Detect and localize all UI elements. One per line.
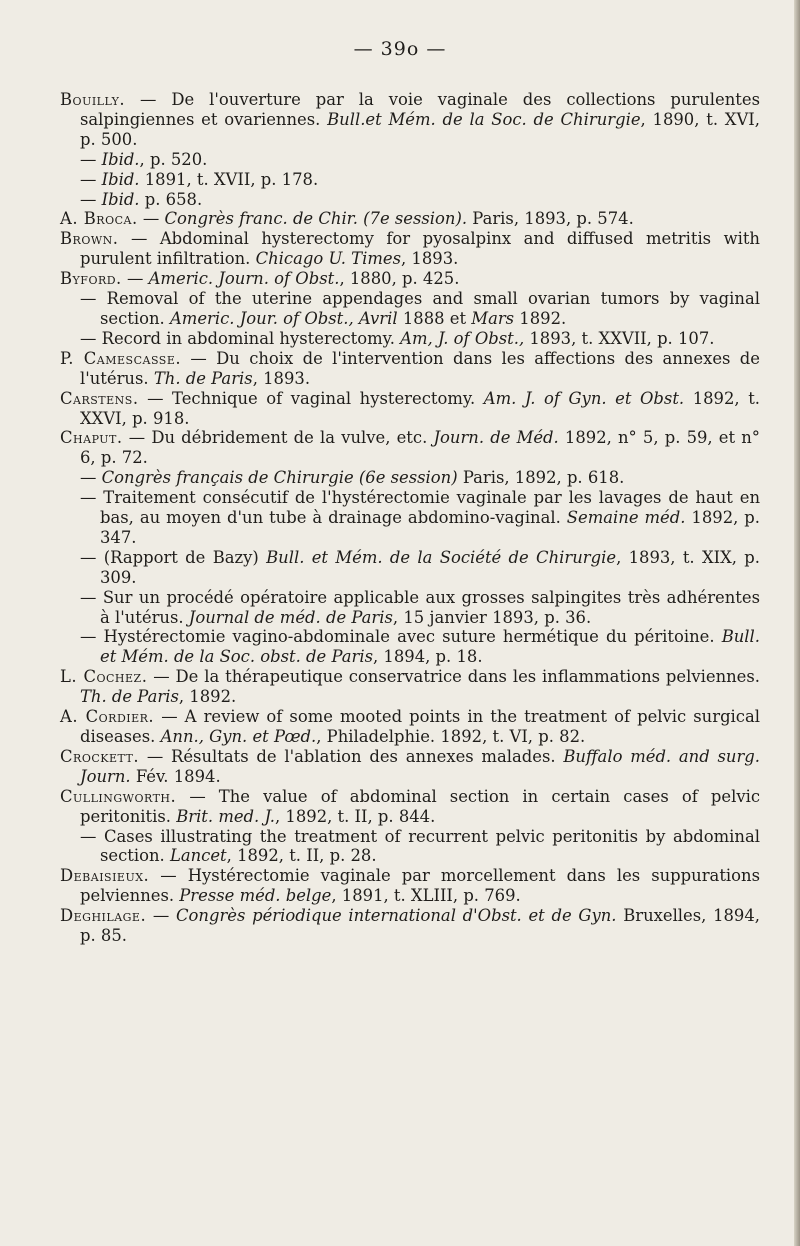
entry-text: — bbox=[146, 906, 176, 926]
bibliography-entry bbox=[60, 229, 760, 269]
entry-author: P. Camescasse. bbox=[60, 348, 182, 368]
entry-author: Byford. bbox=[60, 269, 122, 289]
entry-text: — Technique of vaginal hysterectomy. bbox=[138, 388, 484, 408]
entry-text: — Record in abdominal hysterectomy. bbox=[80, 328, 401, 348]
entry-author: Cullingworth. bbox=[60, 786, 177, 806]
entry-text: 1891, t. XVII, p. 178. bbox=[139, 169, 319, 189]
entry-text: — Résultats de l'ablation des annexes malades. bbox=[139, 746, 564, 766]
entry-text: Fév. 1894. bbox=[130, 766, 221, 786]
page-number: — 39o — bbox=[353, 38, 447, 60]
entry-source: Bull.et Mém. de la Soc. de Chirurgie bbox=[327, 109, 641, 129]
entry-source: Bull. et Mém. de la Soc. obst. de Paris bbox=[100, 627, 760, 667]
entry-text: — Du choix de l'intervention dans les affections des annexes de l'utérus. bbox=[80, 348, 760, 388]
entry-text: , 1893. bbox=[252, 368, 311, 388]
entry-source: Journ. de Méd. bbox=[433, 428, 559, 448]
entry-author: Bouilly. bbox=[60, 90, 126, 109]
entry-source: Ibid. bbox=[101, 149, 140, 169]
entry-text: — bbox=[80, 149, 102, 169]
entry-author: Deghilage. bbox=[60, 906, 147, 926]
bibliography-entry bbox=[60, 389, 760, 429]
entry-source: Chicago U. Times bbox=[255, 249, 401, 269]
entry-text: 1892, t. XXVI, p. 918. bbox=[80, 388, 760, 428]
entry-text: Paris, 1893, p. 574. bbox=[467, 209, 634, 229]
entry-text: — De la thérapeutique conservatrice dans les inflammations pelviennes. bbox=[147, 667, 761, 687]
entry-text: — Sur un procédé opératoire applicable aux grosses salpingites très adhérentes à l'utérus. bbox=[80, 587, 760, 627]
entry-text: — A review of some mooted points in the treatment of pelvic surgical diseases. bbox=[80, 707, 760, 746]
entry-text: 1892, p. 347. bbox=[100, 508, 760, 547]
entry-text: , p. 520. bbox=[139, 149, 208, 169]
entry-text: , 1880, p. 425. bbox=[339, 269, 460, 289]
entry-text: p. 658. bbox=[139, 189, 203, 209]
entry-source: Semaine méd. bbox=[566, 508, 686, 528]
entry-text: , 1890, t. XVI, p. 500. bbox=[80, 109, 760, 149]
bibliography-entry bbox=[60, 866, 760, 906]
bibliography-entry bbox=[80, 170, 760, 190]
entry-source: Th. de Paris bbox=[80, 687, 179, 707]
entry-text: — bbox=[80, 169, 102, 189]
entry-text: — De l'ouverture par la voie vaginale des collections purulentes salpingiennes et ovariennes. bbox=[80, 90, 760, 129]
entry-source: Th. de Paris bbox=[153, 368, 253, 388]
entry-text: , Philadelphie. 1892, t. VI, p. 82. bbox=[316, 727, 586, 746]
entry-source: Mars bbox=[471, 308, 515, 328]
entry-text: — bbox=[80, 189, 102, 209]
entry-source: Congrès français de Chirurgie (6e session) bbox=[101, 468, 458, 488]
entry-author: Chaput. bbox=[60, 428, 123, 448]
bibliography-entry bbox=[80, 468, 760, 488]
entry-author: Debaisieux. bbox=[60, 866, 150, 886]
entry-text: 1893, t. XXVII, p. 107. bbox=[524, 328, 715, 348]
entry-source: Journal de méd. de Paris bbox=[188, 607, 393, 627]
entry-source: Am. J. of Gyn. et Obst. bbox=[483, 388, 685, 408]
entry-author: A. Broca. bbox=[60, 209, 138, 229]
bibliography-entry bbox=[80, 190, 760, 210]
bibliography-entry bbox=[80, 488, 760, 548]
entry-text: , 1892. bbox=[178, 687, 237, 707]
bibliography-entry bbox=[60, 428, 760, 468]
entry-text: , 1892, t. II, p. 844. bbox=[274, 806, 436, 826]
entry-text: — bbox=[137, 209, 165, 229]
entry-author: L. Cochez. bbox=[60, 667, 148, 687]
bibliography-entry bbox=[80, 627, 760, 667]
entry-source: Congrès périodique international d'Obst. et de Gyn. bbox=[175, 906, 617, 926]
entry-text: 1892. bbox=[514, 308, 567, 328]
bibliography-entry bbox=[60, 90, 760, 150]
bibliography-entry bbox=[60, 707, 760, 747]
entry-text: — Hystérectomie vagino-abdominale avec suture hermétique du péritoine. bbox=[80, 627, 722, 647]
bibliography-entry bbox=[60, 906, 760, 946]
entry-text: — (Rapport de Bazy) bbox=[80, 547, 267, 567]
entry-text: 1888 et bbox=[397, 308, 472, 328]
entry-text: , 1894, p. 18. bbox=[373, 647, 483, 667]
entry-text: , 15 janvier 1893, p. 36. bbox=[392, 607, 592, 627]
entry-author: Crockett. bbox=[60, 746, 140, 766]
entry-text: , 1893. bbox=[401, 249, 459, 269]
bibliography-entry bbox=[80, 588, 760, 628]
entry-source: Am, J. of Obst., bbox=[400, 328, 525, 348]
entry-author: Brown. bbox=[60, 229, 119, 249]
entry-source: Bull. et Mém. de la Société de Chirurgie bbox=[266, 547, 617, 567]
entry-text: , 1891, t. XLIII, p. 769. bbox=[331, 886, 521, 906]
entry-source: Americ. Jour. of Obst., Avril bbox=[169, 308, 398, 328]
entry-source: Americ. Journ. of Obst. bbox=[148, 269, 340, 289]
entry-text: , 1893, t. XIX, p. 309. bbox=[100, 547, 760, 587]
entry-text: — Traitement consécutif de l'hystérectomie vaginale par les lavages de haut en bas, au moyen d'un tube à drainage abdomino-vaginal. bbox=[80, 488, 760, 528]
bibliography-entry bbox=[60, 667, 760, 707]
page-edge-shadow bbox=[794, 0, 800, 1246]
entry-text: — Abdominal hysterectomy for pyosalpinx and diffused metritis with purulent infiltration. bbox=[80, 229, 760, 269]
entry-source: Brit. med. J. bbox=[176, 806, 275, 826]
bibliography-list bbox=[60, 90, 760, 946]
bibliography-entry bbox=[60, 269, 760, 289]
bibliography-entry bbox=[80, 548, 760, 588]
entry-source: Ann., Gyn. et Pœd. bbox=[160, 727, 317, 746]
bibliography-entry bbox=[80, 150, 760, 170]
entry-text: — Cases illustrating the treatment of recurrent pelvic peritonitis by abdominal section. bbox=[80, 826, 760, 866]
entry-text: Bruxelles, 1894, p. 85. bbox=[80, 906, 761, 946]
entry-source: Ibid. bbox=[101, 189, 140, 209]
bibliography-entry bbox=[60, 349, 760, 389]
entry-source: Lancet bbox=[169, 846, 227, 866]
bibliography-entry bbox=[60, 747, 760, 787]
entry-text: — Du débridement de la vulve, etc. bbox=[122, 428, 434, 448]
entry-source: Buffalo méd. and surg. Journ. bbox=[80, 746, 760, 786]
entry-text: 1892, n° 5, p. 59, et n° 6, p. 72. bbox=[80, 428, 760, 468]
entry-text: — bbox=[80, 468, 102, 488]
entry-text: — Hystérectomie vaginale par morcellement dans les suppurations pelviennes. bbox=[80, 866, 760, 906]
bibliography-entry bbox=[80, 329, 760, 349]
entry-text: — bbox=[121, 269, 149, 289]
bibliography-entry bbox=[60, 209, 760, 229]
entry-text: , 1892, t. II, p. 28. bbox=[226, 846, 377, 866]
entry-author: A. Cordier. bbox=[60, 707, 155, 727]
bibliography-entry bbox=[80, 289, 760, 329]
bibliography-entry bbox=[80, 827, 760, 867]
entry-source: Congrès franc. de Chir. (7e session). bbox=[164, 209, 468, 229]
entry-text: — Removal of the uterine appendages and small ovarian tumors by vaginal section. bbox=[80, 289, 760, 328]
entry-text: — The value of abdominal section in certain cases of pelvic peritonitis. bbox=[80, 786, 760, 826]
entry-text: Paris, 1892, p. 618. bbox=[457, 468, 625, 488]
entry-source: Presse méd. belge bbox=[179, 886, 332, 906]
entry-source: Ibid. bbox=[101, 169, 140, 189]
bibliography-entry bbox=[60, 787, 760, 827]
entry-author: Carstens. bbox=[60, 388, 139, 408]
